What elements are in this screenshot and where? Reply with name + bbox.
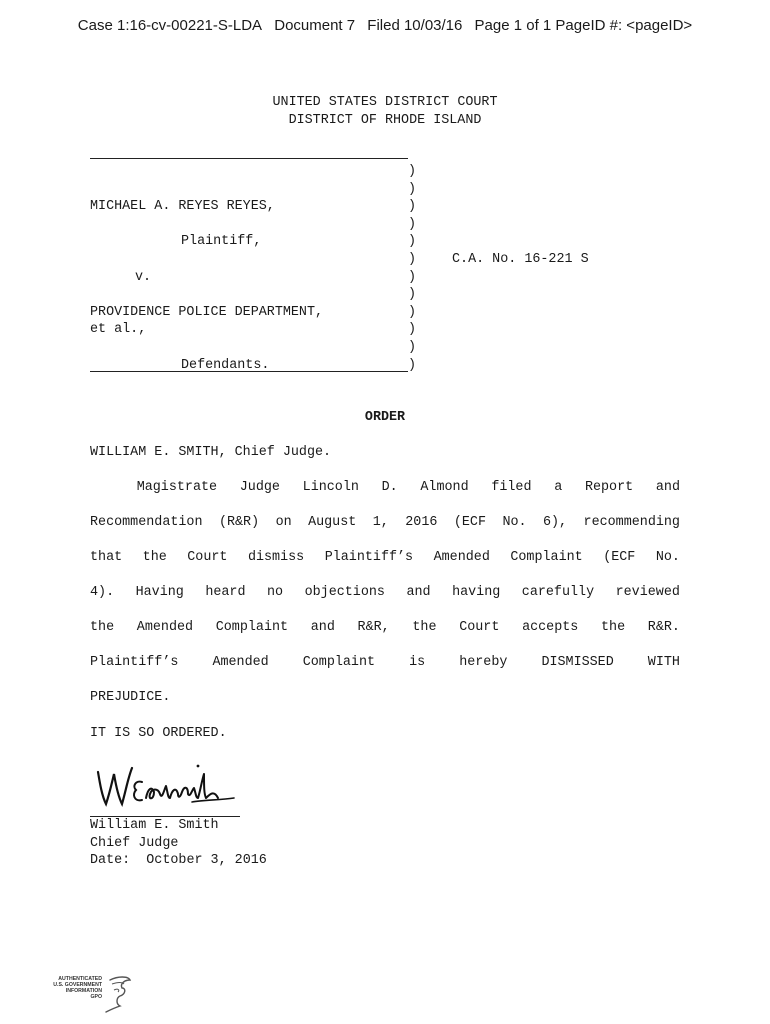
body-line — [90, 654, 680, 689]
court-name: UNITED STATES DISTRICT COURT — [272, 95, 498, 110]
body-word: filed — [491, 480, 532, 495]
body-word: (ECF — [453, 515, 486, 530]
body-word: is — [409, 655, 426, 670]
body-line — [90, 549, 680, 584]
body-word: 6), — [542, 515, 568, 530]
body-word: Recommendation — [90, 515, 203, 530]
body-word: Plaintiff’s — [90, 655, 179, 670]
order-body — [90, 479, 680, 724]
body-word: Magistrate — [136, 480, 218, 495]
judge-heading: WILLIAM E. SMITH, Chief Judge. — [90, 445, 332, 460]
signed-date — [90, 852, 267, 870]
date-value: October 3, 2016 — [146, 853, 267, 869]
gpo-seal-line: AUTHENTICATED — [58, 976, 102, 982]
body-word: the — [90, 620, 115, 635]
caption-parties — [90, 150, 408, 374]
document-number: Document 7 — [274, 17, 356, 34]
gpo-seal-line: INFORMATION — [65, 988, 102, 994]
body-word: Court — [459, 620, 500, 635]
body-word: Complaint — [302, 655, 376, 670]
body-word: Court — [187, 550, 228, 565]
court-district: DISTRICT OF RHODE ISLAND — [288, 112, 482, 128]
body-word: (ECF — [603, 550, 636, 565]
eagle-icon — [102, 974, 132, 1014]
caption-parens: ) ) ) ) ) ) ) ) ) ) ) ) — [408, 164, 417, 373]
paragraph-indent — [90, 479, 114, 514]
caption-bottom-rule — [90, 371, 408, 372]
body-word: on — [275, 515, 292, 530]
filing-header — [0, 17, 770, 34]
body-word: 1, — [372, 515, 389, 530]
body-word: Amended — [212, 655, 269, 670]
date-label: Date: — [90, 853, 131, 869]
body-word: Almond — [420, 480, 469, 495]
body-line — [90, 689, 680, 724]
body-word: dismiss — [247, 550, 305, 565]
gpo-seal — [44, 972, 134, 1016]
civil-action-number: C.A. No. 16-221 S — [452, 252, 589, 267]
body-word: Judge — [239, 480, 280, 495]
body-word: 4). — [90, 585, 115, 600]
body-word: reviewed — [615, 585, 680, 600]
body-word: Lincoln — [302, 480, 359, 495]
defendant-name-cont: et al., — [90, 322, 147, 338]
order-title: ORDER — [364, 410, 406, 425]
body-word: PREJUDICE. — [90, 690, 171, 705]
defendant-name: PROVIDENCE POLICE DEPARTMENT, — [90, 304, 324, 320]
body-word: the — [412, 620, 437, 635]
body-word: objections — [304, 585, 385, 600]
body-word: Having — [135, 585, 184, 600]
body-word: a — [554, 480, 563, 495]
body-word: DISMISSED — [541, 655, 614, 670]
body-word: Amended — [136, 620, 194, 635]
body-word: hereby — [459, 655, 508, 670]
body-word: the — [601, 620, 626, 635]
body-word: the — [142, 550, 167, 565]
body-line — [90, 479, 680, 514]
body-word: no — [267, 585, 284, 600]
body-word: that — [90, 550, 123, 565]
body-word: recommending — [583, 515, 680, 530]
page-info: Page 1 of 1 PageID #: <pageID> — [474, 17, 693, 34]
gpo-seal-line: U.S. GOVERNMENT — [53, 982, 102, 988]
plaintiff-name: MICHAEL A. REYES REYES, — [90, 199, 275, 215]
body-word: No. — [655, 550, 680, 565]
body-word: accepts — [522, 620, 579, 635]
body-line — [90, 514, 680, 549]
body-word: carefully — [521, 585, 595, 600]
body-word: having — [452, 585, 501, 600]
body-word: R&R, — [357, 620, 390, 635]
gpo-seal-line: GPO — [90, 994, 102, 1000]
body-word: and — [406, 585, 431, 600]
court-heading — [0, 94, 770, 129]
case-number-header: Case 1:16-cv-00221-S-LDA — [77, 17, 263, 34]
body-line — [90, 584, 680, 619]
handwritten-signature — [92, 760, 242, 812]
body-word: Amended — [433, 550, 490, 565]
body-word: Plaintiff’s — [324, 550, 414, 565]
body-word: D. — [381, 480, 398, 495]
filed-date: Filed 10/03/16 — [367, 17, 463, 34]
signer-title: Chief Judge — [90, 835, 179, 851]
body-word: (R&R) — [218, 515, 260, 530]
closing-line: IT IS SO ORDERED. — [90, 726, 227, 741]
body-word: Complaint — [510, 550, 583, 565]
body-word: August — [308, 515, 357, 530]
defendant-role: Defendants. — [181, 357, 270, 373]
body-word: R&R. — [647, 620, 680, 635]
body-word: and — [655, 480, 680, 495]
body-word: Report — [584, 480, 634, 495]
signature-block — [90, 817, 267, 870]
body-line — [90, 619, 680, 654]
body-word: 2016 — [405, 515, 438, 530]
body-word: No. — [502, 515, 527, 530]
body-word: heard — [205, 585, 246, 600]
gpo-seal-text — [44, 976, 102, 1000]
body-word: and — [310, 620, 335, 635]
plaintiff-role: Plaintiff, — [181, 234, 262, 250]
body-word: WITH — [647, 655, 680, 670]
signer-name: William E. Smith — [90, 818, 219, 833]
versus: v. — [135, 269, 152, 285]
body-word: Complaint — [215, 620, 289, 635]
